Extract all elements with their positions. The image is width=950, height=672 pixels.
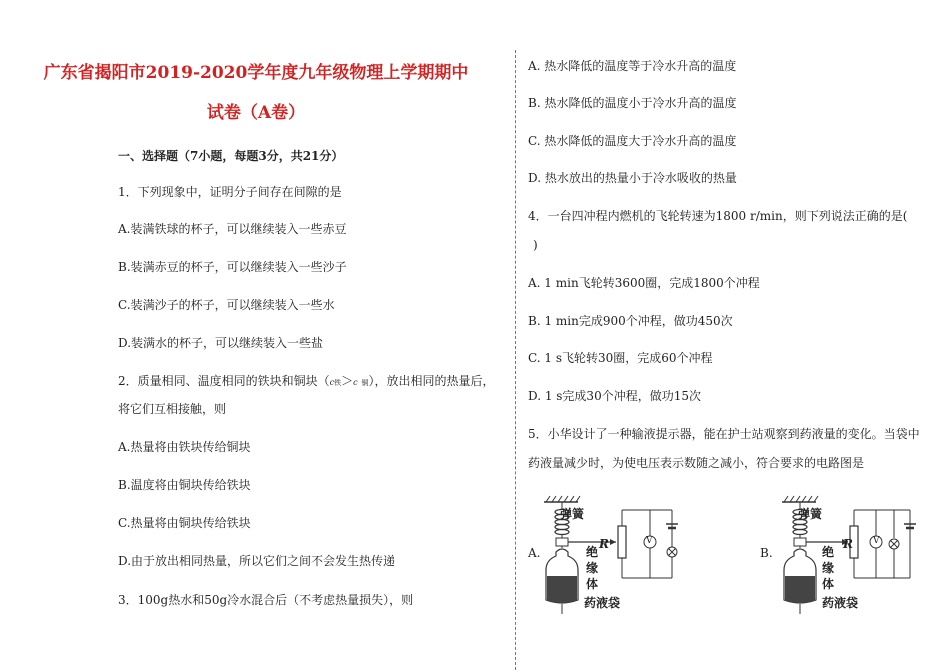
- q4-option-d: D. 1 s完成30个冲程，做功15次: [528, 389, 701, 403]
- circuit-a-insulator-label: 绝 缘 体: [586, 545, 599, 591]
- section-heading: 一、选择题（7小题，每题3分，共21分）: [118, 149, 344, 163]
- q2-option-a: A.热量将由铁块传给铜块: [118, 440, 251, 454]
- q4-option-a: A. 1 min飞轮转3600圈，完成1800个冲程: [528, 276, 760, 290]
- greater-than-sign: ＞: [341, 374, 354, 388]
- q4-option-c: C. 1 s飞轮转30圈，完成60个冲程: [528, 351, 713, 365]
- q2-option-b: B.温度将由铜块传给铁块: [118, 478, 251, 492]
- q4-option-b: B. 1 min完成900个冲程，做功450次: [528, 314, 733, 328]
- q3-option-a: A. 热水降低的温度等于冷水升高的温度: [528, 59, 737, 73]
- q2-option-d: D.由于放出相同热量，所以它们之间不会发生热传递: [118, 554, 396, 568]
- q2-stem-part-a: 2．质量相同、温度相同的铁块和铜块（: [118, 374, 330, 388]
- circuit-b-label: B.: [760, 546, 773, 560]
- c-iron-symbol: c: [329, 378, 335, 387]
- circuit-a-voltmeter-label: V: [646, 536, 653, 546]
- copper-subscript: 铜: [361, 379, 369, 387]
- q1-option-c: C.装满沙子的杯子，可以继续装入一些水: [118, 298, 335, 312]
- q3-option-d: D. 热水放出的热量小于冷水吸收的热量: [528, 171, 737, 185]
- q3-stem: 3．100g热水和50g冷水混合后（不考虑热量损失），则: [118, 593, 414, 607]
- q3-option-b: B. 热水降低的温度小于冷水升高的温度: [528, 96, 737, 110]
- q1-option-a: A.装满铁球的杯子，可以继续装入一些赤豆: [118, 222, 347, 236]
- circuit-a-spring-label: 弹簧: [560, 507, 585, 521]
- circuit-a-bag-label: 药液袋: [584, 596, 621, 610]
- circuit-b-insulator-label: 绝 缘 体: [822, 545, 835, 591]
- exam-title-line1: 广东省揭阳市2019-2020学年度九年级物理上学期期中: [43, 63, 469, 83]
- q5-stem-line1: 5．小华设计了一种输液提示器，能在护士站观察到药液量的变化。当袋中: [528, 427, 920, 441]
- circuit-a-resistor-label: R: [599, 537, 609, 551]
- circuit-b-bag-label: 药液袋: [822, 596, 859, 610]
- column-divider: [515, 50, 516, 670]
- q5-stem-line2: 药液量减少时，为使电压表示数随之减小，符合要求的电路图是: [528, 456, 865, 470]
- q2-stem-line1: [118, 373, 494, 391]
- circuit-b-voltmeter-label: V: [873, 536, 880, 546]
- circuit-b-resistor-label: R: [843, 537, 853, 551]
- q4-stem-line1: 4．一台四冲程内燃机的飞轮转速为1800 r/min，则下列说法正确的是(: [528, 209, 908, 223]
- q1-stem: 1．下列现象中，证明分子间存在间隙的是: [118, 185, 342, 199]
- q2-option-c: C.热量将由铜块传给铁块: [118, 516, 251, 530]
- c-copper-symbol: c: [353, 378, 358, 387]
- q4-stem-line2: ): [533, 238, 538, 252]
- q2-stem-part-b: ），放出相同的热量后，: [368, 374, 495, 388]
- iron-subscript: 铁: [334, 379, 342, 387]
- q1-option-d: D.装满水的杯子，可以继续装入一些盐: [118, 336, 324, 350]
- q2-stem-line2: 将它们互相接触，则: [118, 402, 227, 416]
- circuit-b-spring-label: 弹簧: [798, 507, 823, 521]
- exam-title-line2: 试卷（A卷）: [206, 103, 306, 123]
- q1-option-b: B.装满赤豆的杯子，可以继续装入一些沙子: [118, 260, 347, 274]
- q3-option-c: C. 热水降低的温度大于冷水升高的温度: [528, 134, 737, 148]
- circuit-a-label: A.: [528, 546, 541, 560]
